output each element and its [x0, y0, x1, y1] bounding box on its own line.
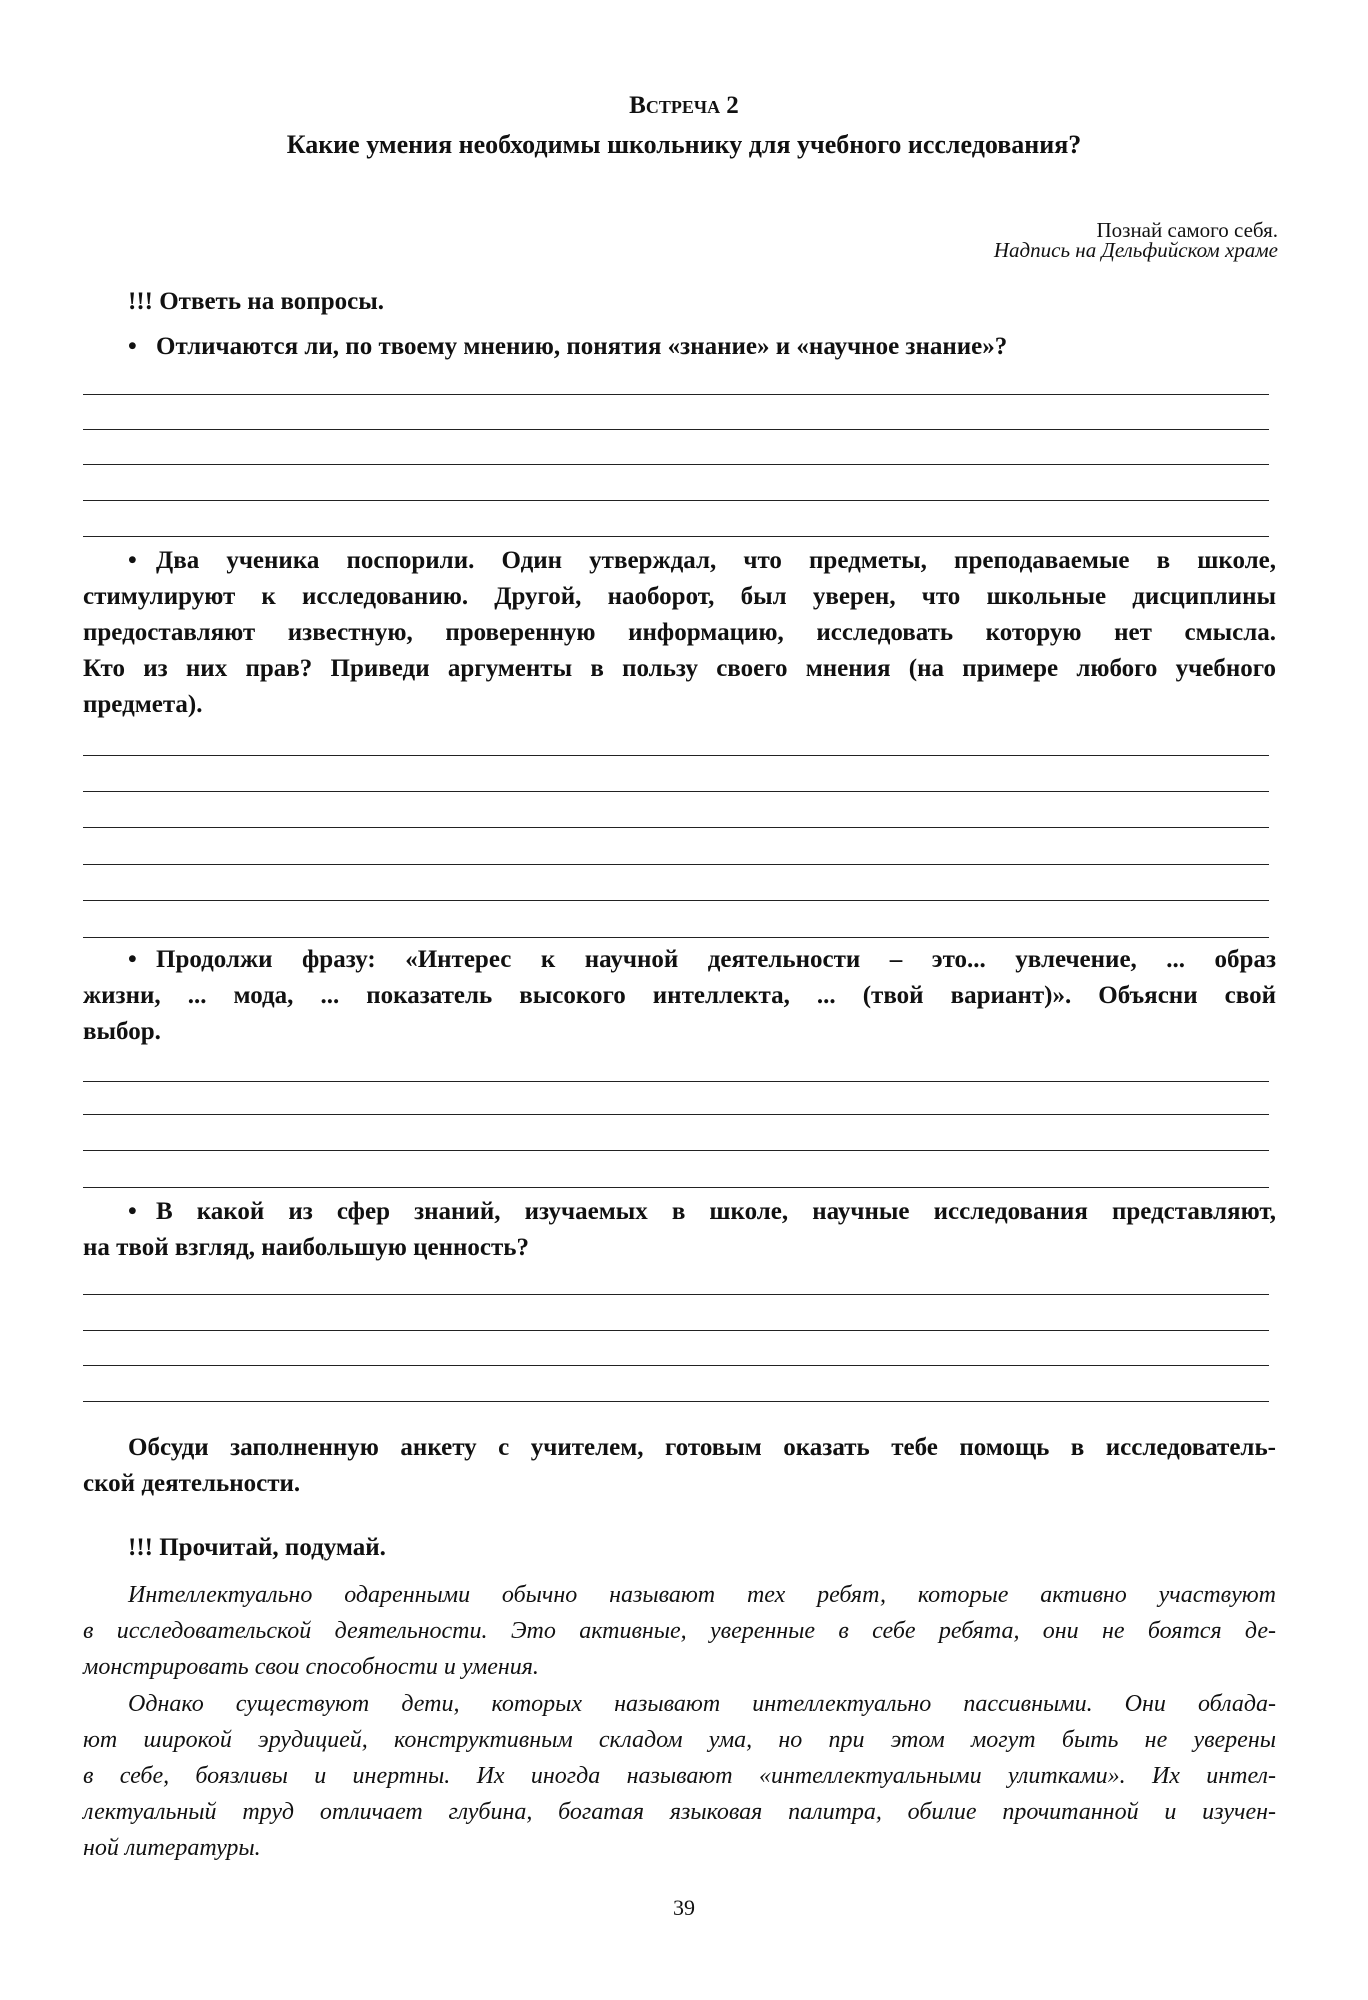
answer-line[interactable]: [83, 429, 1269, 430]
answer-line[interactable]: [83, 1294, 1269, 1295]
question-2: [83, 543, 1276, 723]
question-line: • Отличаются ли, по твоему мнению, понятия «знание» и «научное знание»?: [83, 329, 1276, 365]
reading-paragraph-1: [83, 1577, 1276, 1685]
question-3: [83, 942, 1276, 1050]
question-line: Кто из них прав? Приведи аргументы в пользу своего мнения (на примере любого учебного: [83, 655, 1276, 682]
answer-line[interactable]: [83, 1187, 1269, 1188]
page-number: 39: [673, 1895, 695, 1920]
page-subtitle: Какие умения необходимы школьнику для учебного исследования?: [286, 130, 1082, 159]
answer-line[interactable]: [83, 464, 1269, 465]
answer-line[interactable]: [83, 864, 1269, 865]
discuss-instruction: [83, 1430, 1276, 1502]
answer-line[interactable]: [83, 394, 1269, 395]
question-line: жизни, ... мода, ... показатель высокого интеллекта, ... (твой вариант)». Объясни свой: [83, 982, 1276, 1009]
answer-line[interactable]: [83, 1150, 1269, 1151]
answer-line[interactable]: [83, 900, 1269, 901]
answer-line[interactable]: [83, 536, 1269, 537]
instruction-line: ской деятельности.: [83, 1470, 301, 1497]
reading-line: в себе, боязливы и инертны. Их иногда называют «интеллектуальными улитками». Их интел-: [83, 1763, 1276, 1789]
answer-line[interactable]: [83, 791, 1269, 792]
question-line: предоставляют известную, проверенную информацию, исследовать которую нет смысла.: [83, 619, 1276, 646]
task-heading-read: !!! Прочитай, подумай.: [128, 1534, 386, 1561]
answer-line[interactable]: [83, 1365, 1269, 1366]
reading-line: ной литературы.: [83, 1835, 261, 1861]
question-1: [83, 329, 1276, 365]
reading-line: лектуальный труд отличает глубина, богатая языковая палитра, обилие прочитанной и изучен-: [83, 1799, 1276, 1825]
answer-line[interactable]: [83, 1401, 1269, 1402]
reading-paragraph-2: [83, 1686, 1276, 1866]
page-heading: Встреча 2: [629, 92, 739, 119]
question-line: • Продолжи фразу: «Интерес к научной деятельности – это... увлечение, ... образ: [83, 942, 1276, 978]
question-line: предмета).: [83, 691, 203, 718]
question-line: стимулируют к исследованию. Другой, наоборот, был уверен, что школьные дисциплины: [83, 583, 1276, 610]
epigraph-quote: Познай самого себя.: [1096, 218, 1278, 242]
answer-line[interactable]: [83, 1330, 1269, 1331]
reading-line: монстрировать свои способности и умения.: [83, 1654, 539, 1680]
instruction-line: Обсуди заполненную анкету с учителем, готовым оказать тебе помощь в исследователь-: [128, 1434, 1276, 1461]
answer-line[interactable]: [83, 1081, 1269, 1082]
answer-line[interactable]: [83, 500, 1269, 501]
question-4: [83, 1194, 1276, 1266]
question-line: выбор.: [83, 1018, 161, 1045]
answer-line[interactable]: [83, 937, 1269, 938]
question-line: • Два ученика поспорили. Один утверждал, что предметы, преподаваемые в школе,: [83, 543, 1276, 579]
answer-line[interactable]: [83, 755, 1269, 756]
task-heading-answer: !!! Ответь на вопросы.: [128, 288, 384, 315]
question-line: • В какой из сфер знаний, изучаемых в школе, научные исследования представляют,: [83, 1194, 1276, 1230]
answer-line[interactable]: [83, 1114, 1269, 1115]
reading-line: Однако существуют дети, которых называют интеллектуально пассивными. Они облада-: [128, 1691, 1276, 1717]
reading-line: Интеллектуально одаренными обычно называют тех ребят, которые активно участвуют: [128, 1582, 1276, 1608]
reading-line: в исследовательской деятельности. Это активные, уверенные в себе ребята, они не боятся де-: [83, 1618, 1276, 1644]
question-line: на твой взгляд, наибольшую ценность?: [83, 1234, 530, 1261]
reading-line: ют широкой эрудицией, конструктивным складом ума, но при этом могут быть не уверены: [83, 1727, 1276, 1753]
answer-line[interactable]: [83, 827, 1269, 828]
epigraph-source: Надпись на Дельфийском храме: [993, 238, 1278, 262]
